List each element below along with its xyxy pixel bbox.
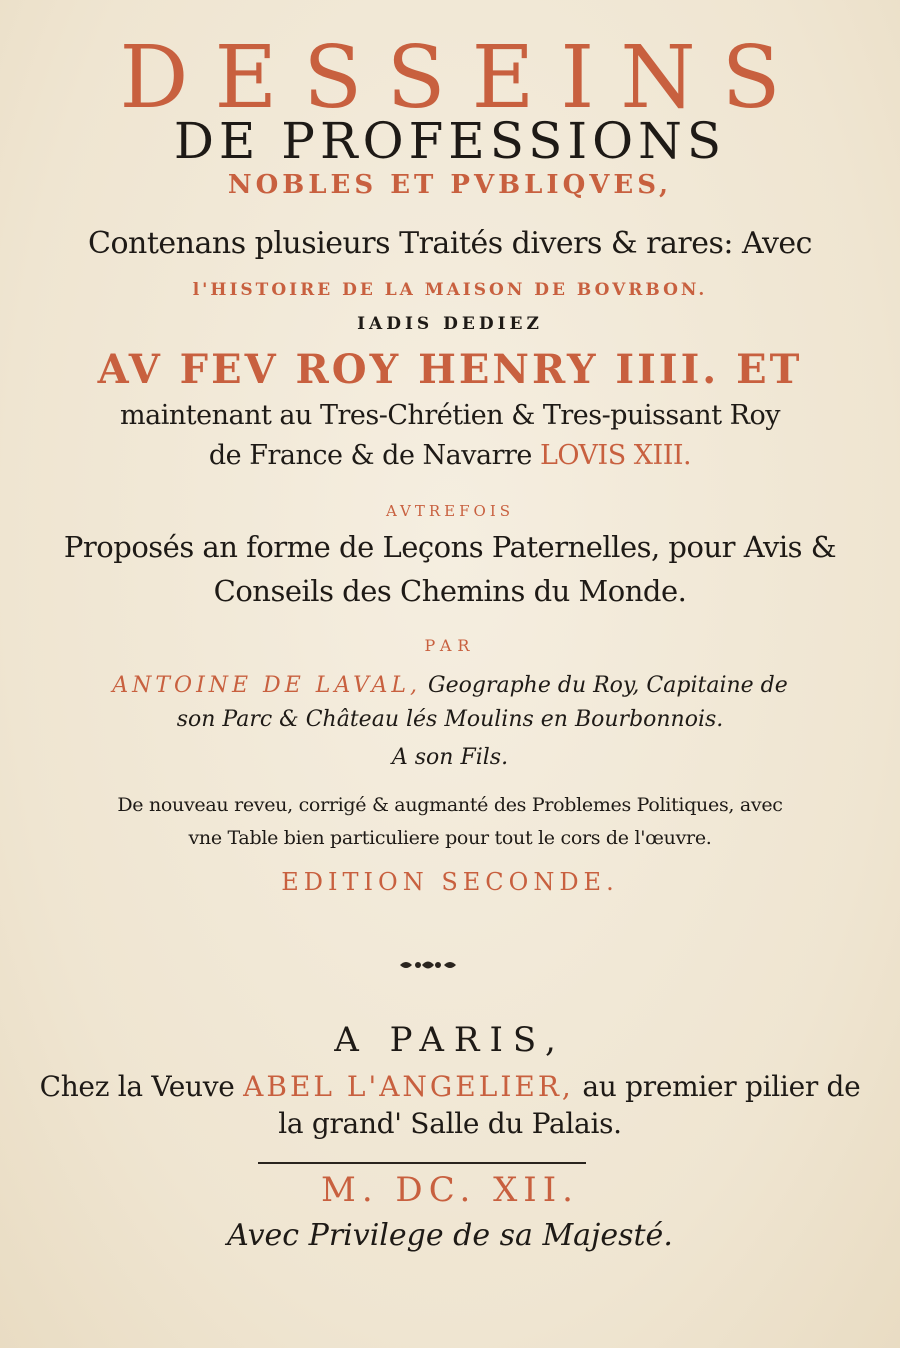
privilege-line: Avec Privilege de sa Majesté. xyxy=(227,1218,673,1253)
title-line-desseins: DESSEINS xyxy=(119,28,807,128)
title-line-professions: DE PROFESSIONS xyxy=(173,112,727,170)
par-label: PAR xyxy=(424,636,476,655)
king-louis-name: LOVIS XIII. xyxy=(539,440,692,471)
revision-line-1: De nouveau reveu, corrigé & augmanté des Problemes Politiques, avec xyxy=(117,794,783,816)
horizontal-rule xyxy=(258,1162,586,1164)
author-line xyxy=(0,673,900,698)
histoire-line: l'HISTOIRE DE LA MAISON DE BOVRBON. xyxy=(192,280,708,300)
maintenant-line-2 xyxy=(0,440,900,471)
edition-label: EDITION SECONDE. xyxy=(281,868,619,896)
publication-date: M. DC. XII. xyxy=(321,1170,579,1210)
printer-name: ABEL L'ANGELIER, xyxy=(243,1070,574,1103)
title-line-nobles: NOBLES ET PVBLIQVES, xyxy=(227,170,673,200)
proposes-line-1: Proposés an forme de Leçons Paternelles, pour Avis & xyxy=(63,530,837,564)
feu-roy-line: AV FEV ROY HENRY IIII. ET xyxy=(97,346,803,393)
author-title-1: Geographe du Roy, Capitaine de xyxy=(428,673,788,698)
printer-line-after: au premier pilier de xyxy=(582,1070,861,1103)
iadis-dediez-line: IADIS DEDIEZ xyxy=(357,314,543,334)
revision-line-2: vne Table bien particuliere pour tout le cors de l'œuvre. xyxy=(188,827,712,849)
author-name: ANTOINE DE LAVAL, xyxy=(112,673,422,698)
printers-flower-ornament-icon xyxy=(398,958,458,972)
salle-line: la grand' Salle du Palais. xyxy=(278,1107,622,1140)
dedication-line: A son Fils. xyxy=(391,745,509,770)
printer-line-before: Chez la Veuve xyxy=(39,1070,235,1103)
autrefois-label: AVTREFOIS xyxy=(385,502,515,520)
maintenant-line-2-text: de France & de Navarre xyxy=(208,440,532,471)
maintenant-line-1: maintenant au Tres-Chrétien & Tres-puissant Roy xyxy=(120,400,780,431)
contenans-line: Contenans plusieurs Traités divers & rares: Avec xyxy=(88,226,812,261)
printer-line xyxy=(0,1070,900,1103)
proposes-line-2: Conseils des Chemins du Monde. xyxy=(213,574,687,608)
author-title-2: son Parc & Château lés Moulins en Bourbonnois. xyxy=(176,707,724,732)
city-line: A PARIS, xyxy=(334,1020,566,1060)
